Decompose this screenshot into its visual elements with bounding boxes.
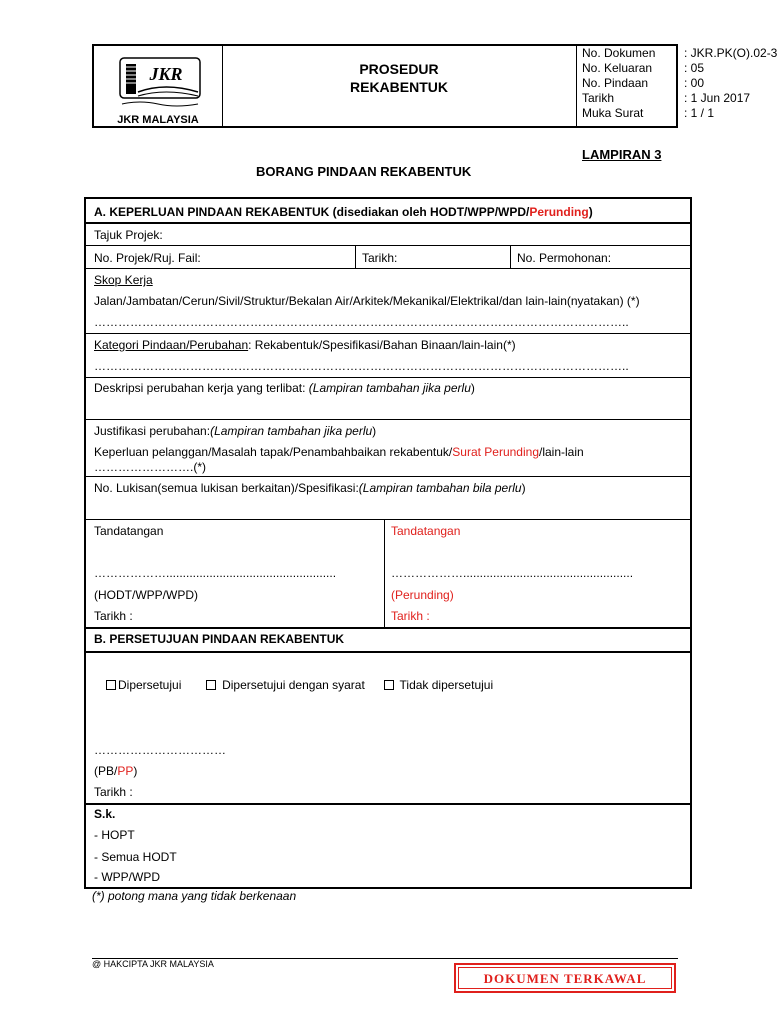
meta-label: No. Keluaran [582,61,653,75]
meta-label: No. Dokumen [582,46,656,60]
title-line-2: REKABENTUK [350,79,448,95]
signature-date-right[interactable]: Tarikh : [391,609,430,623]
justification-line[interactable]: Justifikasi perubahan:(Lampiran tambahan jika perlu) [94,424,377,438]
meta-value: : JKR.PK(O).02-3 [684,46,777,60]
signature-line-left[interactable]: ………………................................................... [94,566,337,580]
checkbox-approved[interactable] [106,680,116,690]
option-conditional-label: Dipersetujui dengan syarat [222,678,365,692]
scope-text: Jalan/Jambatan/Cerun/Sivil/Struktur/Bekalan Air/Arkitek/Mekanikal/Elektrikal/dan lain-lain(nyatakan) (*) [94,294,640,308]
meta-label: No. Pindaan [582,76,649,90]
form-title: BORANG PINDAAN REKABENTUK [256,164,472,179]
section-b-title: B. PERSETUJUAN PINDAAN REKABENTUK [94,632,345,646]
cc-item: - Semua HODT [94,850,177,864]
header-title [222,46,577,126]
controlled-document-stamp [454,963,676,993]
meta-value: : 1 / 1 [684,106,715,120]
application-number-field[interactable]: No. Permohonan: [517,251,612,265]
category-line: Kategori Pindaan/Perubahan: Rekabentuk/Spesifikasi/Bahan Binaan/lain-lain(*) [94,338,516,352]
requirement-dots[interactable]: …………………….(*) [94,460,206,474]
category-dots[interactable]: …………………………………………………………………………………………………………………….. [94,359,629,373]
requirement-line: Keperluan pelanggan/Masalah tapak/Penambahbaikan rekabentuk/Surat Perunding/lain-lain [94,445,584,459]
meta-label: Muka Surat [582,106,644,120]
jkr-logo [110,52,206,112]
copyright: @ HAKCIPTA JKR MALAYSIA [92,959,214,969]
option-not-approved-label: Tidak dipersetujui [399,678,494,692]
project-title-field[interactable]: Tajuk Projek: [94,228,163,242]
meta-value: : 05 [684,61,705,75]
scope-dots[interactable]: …………………………………………………………………………………………………………………….. [94,315,629,329]
logo-text: JKR [149,64,183,84]
project-number-field[interactable]: No. Projek/Ruj. Fail: [94,251,201,265]
cc-item: - WPP/WPD [94,870,160,884]
cc-item: - HOPT [94,828,135,842]
signature-label-right: Tandatangan [391,524,461,538]
option-approved-label: Dipersetujui [118,678,182,692]
approver-signature-line[interactable]: …………………………… [94,743,226,757]
scope-label: Skop Kerja [94,273,153,287]
checkbox-not-approved[interactable] [384,680,394,690]
document-meta [576,46,777,126]
section-a-title: A. KEPERLUAN PINDAAN REKABENTUK (disediakan oleh HODT/WPP/WPD/Perunding) [94,205,593,219]
document-header [92,44,777,128]
checkbox-approved-conditional[interactable] [206,680,216,690]
meta-value: : 00 [684,76,705,90]
description-line[interactable]: Deskripsi perubahan kerja yang terlibat: (Lampiran tambahan jika perlu) [94,381,475,395]
approval-options [106,678,493,692]
date-field[interactable]: Tarikh: [362,251,398,265]
signature-role-right: (Perunding) [391,588,454,602]
amendment-form [84,197,692,889]
logo-cell [94,46,223,126]
meta-label: Tarikh [582,91,615,105]
cc-title: S.k. [94,807,116,821]
stamp-text: DOKUMEN TERKAWAL [483,971,647,986]
signature-label-left: Tandatangan [94,524,164,538]
org-name: JKR MALAYSIA [117,114,199,126]
lampiran-label: LAMPIRAN 3 [582,147,662,162]
approver-role: (PB/PP) [94,764,138,778]
signature-date-left[interactable]: Tarikh : [94,609,133,623]
footnote: (*) potong mana yang tidak berkenaan [92,889,297,903]
signature-line-right[interactable]: ………………................................................... [391,566,634,580]
title-line-1: PROSEDUR [359,61,439,77]
signature-role-left: (HODT/WPP/WPD) [94,588,198,602]
meta-value: : 1 Jun 2017 [684,91,751,105]
approver-date[interactable]: Tarikh : [94,785,133,799]
drawing-line[interactable]: No. Lukisan(semua lukisan berkaitan)/Spesifikasi:(Lampiran tambahan bila perlu) [94,481,526,495]
